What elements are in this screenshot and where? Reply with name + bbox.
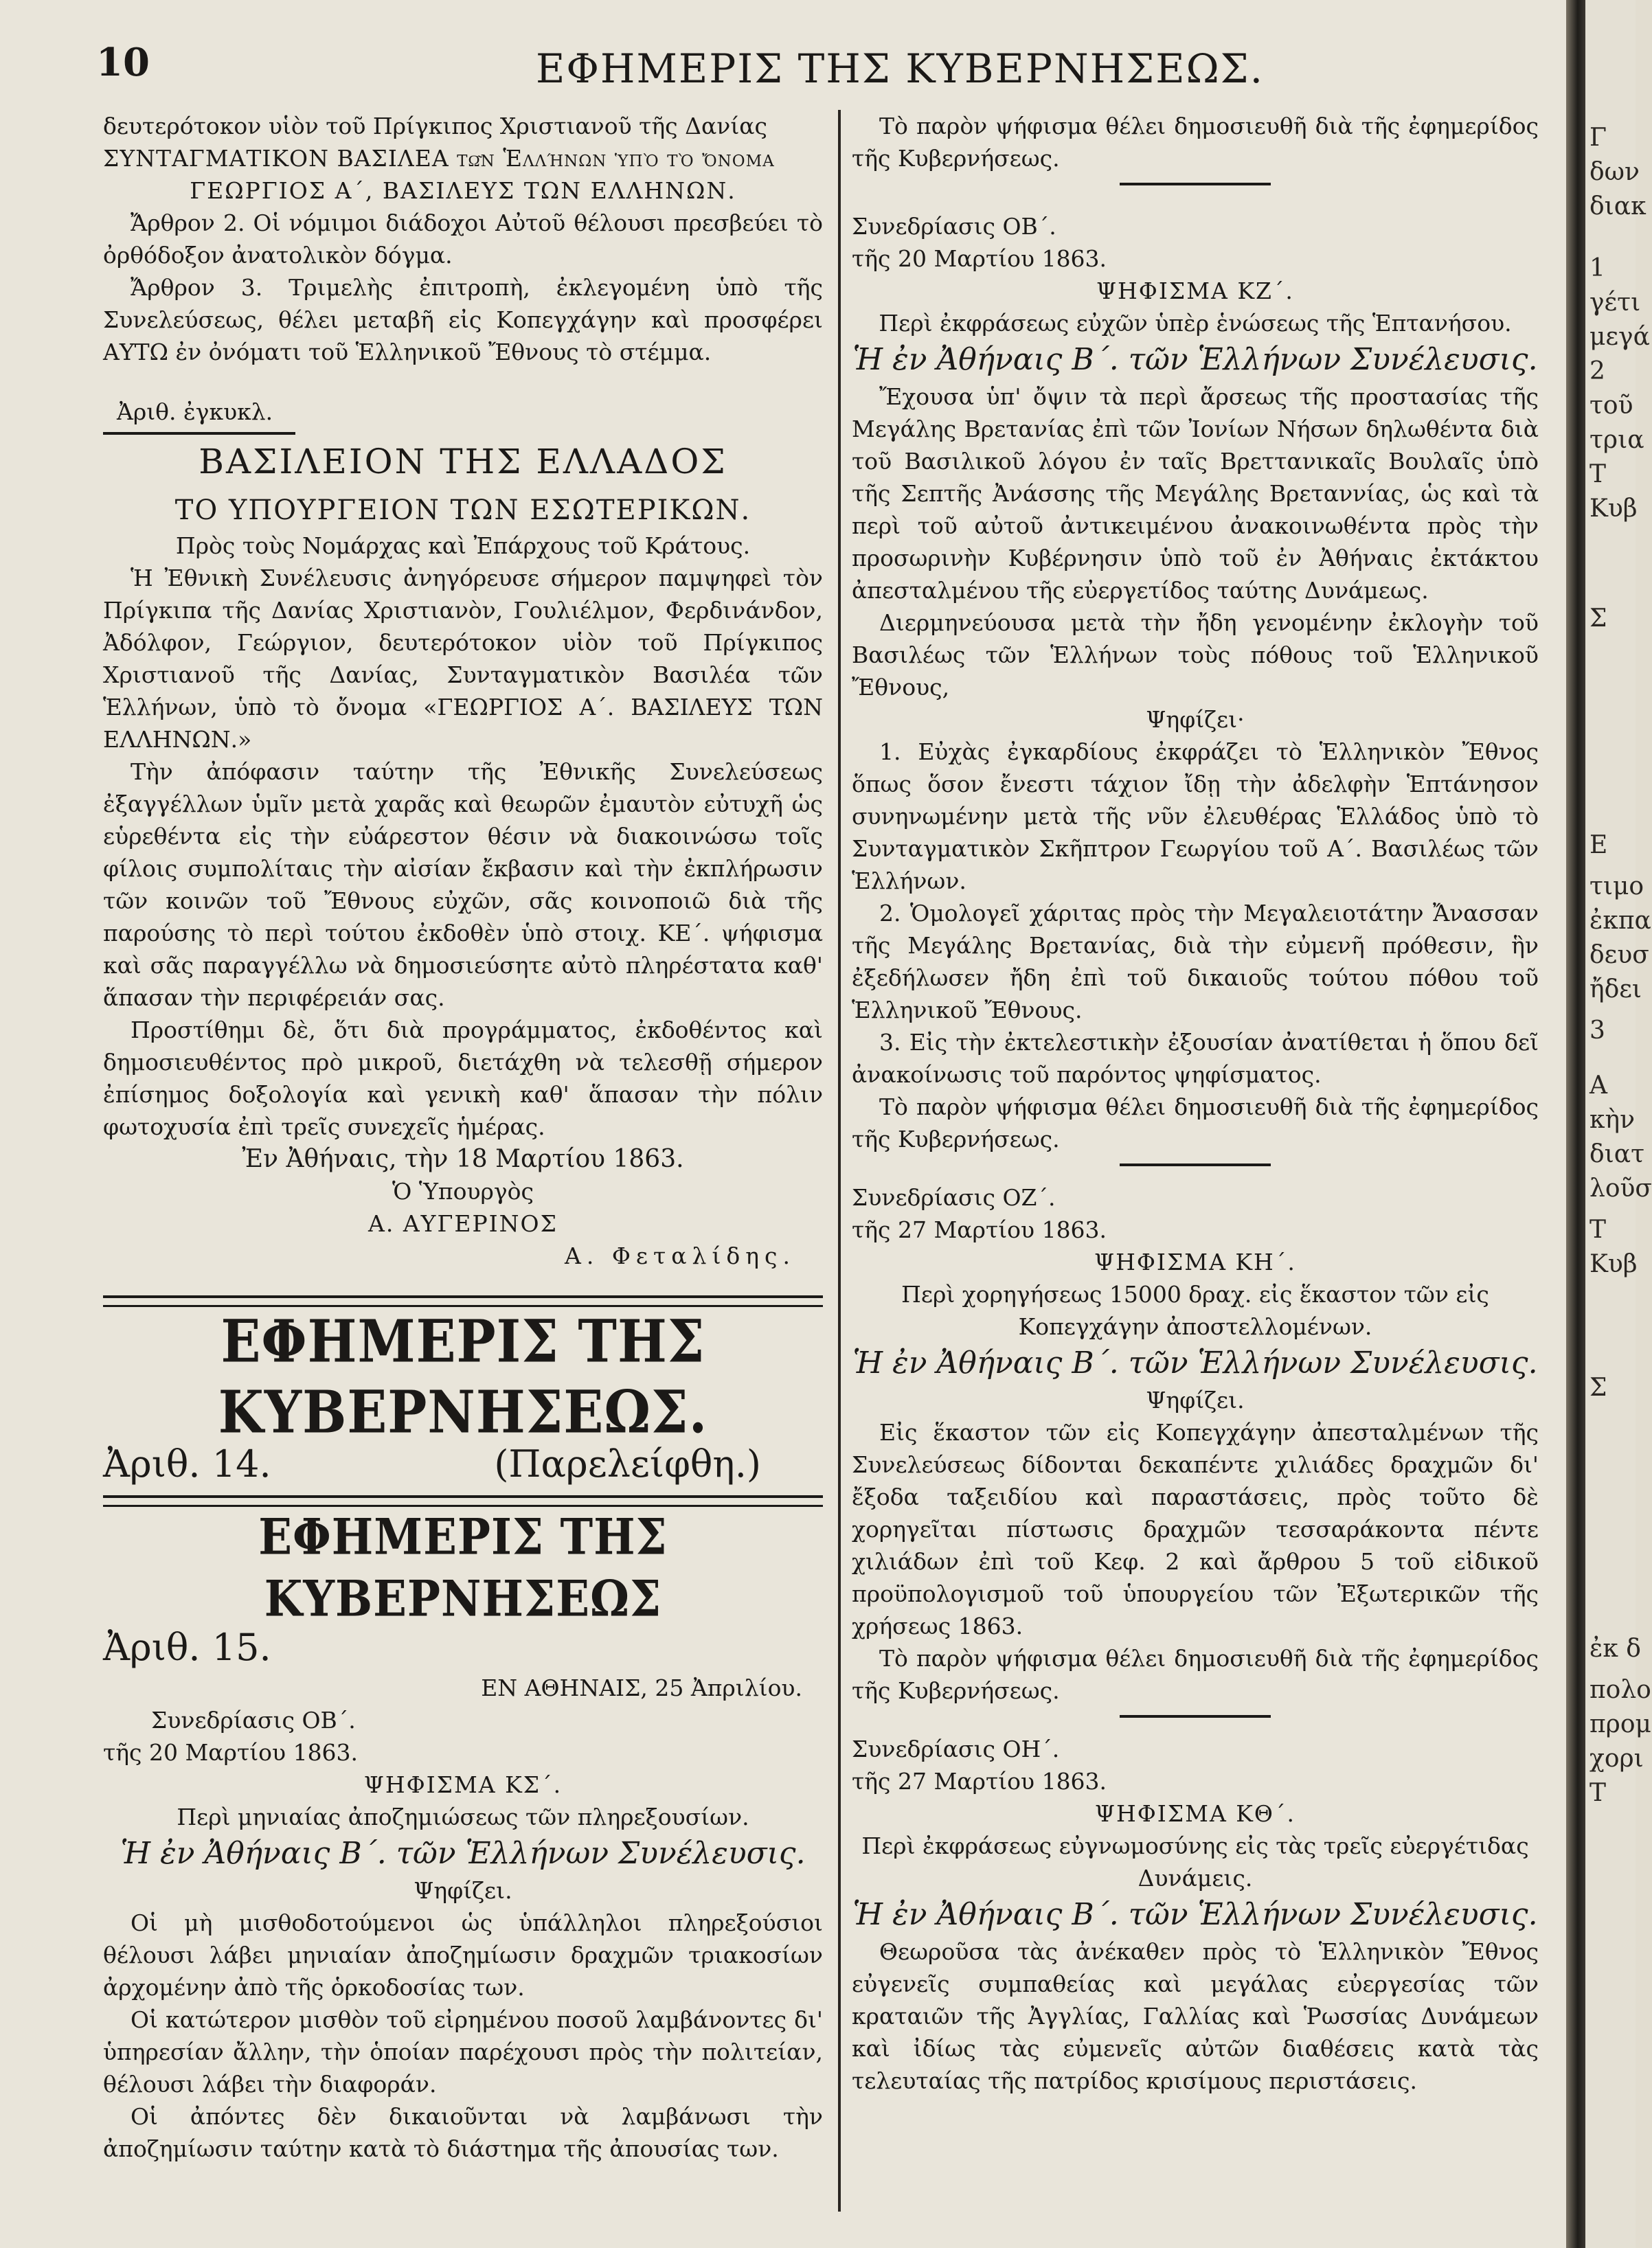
fragment: 1	[1589, 254, 1605, 282]
resolves-kh: Ψηφίζει.	[1146, 1387, 1245, 1413]
resolves-label: Ψηφίζει.	[414, 1877, 512, 1904]
session-ob: Συνεδρίασις ΟΒ΄.	[151, 1707, 356, 1734]
fragment: Α	[1589, 1071, 1607, 1100]
fragment: δων	[1589, 158, 1640, 186]
decree-ks-title: ΨΗΦΙΣΜΑ ΚΣ΄.	[363, 1771, 563, 1798]
ministry-title: ΤΟ ΥΠΟΥΡΓΕΙΟΝ ΤΩΝ ΕΣΩΤΕΡΙΚΩΝ.	[174, 495, 751, 526]
signature: Α. Φεταλίδης.	[565, 1242, 795, 1269]
fragment: τιμο	[1589, 872, 1644, 900]
fragment: προμ	[1589, 1710, 1651, 1738]
fragment: δευσ	[1589, 941, 1649, 969]
right-column	[852, 110, 1539, 2097]
kz-para-1: Ἔχουσα ὑπ' ὄψιν τὰ περὶ ἄρσεως τῆς προστασίας τῆς Μεγάλης Βρετανίας ἐπὶ τῶν Ἰονίων Νήσων δηλωθέντα διὰ τοῦ Βασιλικοῦ λόγου ἐν ταῖς Βρεττανικαῖς Βουλαῖς ὑπὸ τῆς Σεπτῆς Ἀνάσσης τῆς Μεγάλης Βρεταννίας, ὡς καὶ τὰ περὶ τοῦ αὐτοῦ ἀντικειμένου ἀνακοινωθέντα πρὸς τὴν προσωρινὴν Κυβέρνησιν ὑπὸ τοῦ ἐν Ἀθήναις ἐκτάκτου ἀπεσταλμένου τῆς εὐεργετίδος ταύτης Δυνάμεως.	[852, 383, 1539, 604]
short-rule-1	[1120, 183, 1271, 185]
book-binding	[1566, 0, 1585, 2248]
place-date: Ἐν Ἀθήναις, τὴν 18 Μαρτίου 1863.	[242, 1145, 684, 1173]
ko-para-1: Θεωροῦσα τὰς ἀνέκαθεν πρὸς τὸ Ἑλληνικὸν Ἔθνος εὐγενεῖς συμπαθείας καὶ μεγάλας εὐεργεσίας τῶν κραταιῶν τῆς Ἀγγλίας, Γαλλίας καὶ Ῥωσσίας Δυνάμεων καὶ ἰδίως τὰς εὐμενεῖς αὐτῶν διαθέσεις κατὰ τὰς τελευταίας τῆς πατρίδος κρισίμους περιστάσεις.	[852, 1938, 1539, 2094]
fragment: Τ	[1589, 460, 1607, 488]
fragment: ἤδει	[1589, 975, 1642, 1003]
article-2: Ἄρθρον 2. Οἱ νόμιμοι διάδοχοι Αὐτοῦ θέλουσι πρεσβεύει τὸ ὀρθόδοξον ἀνατολικὸν δόγμα.	[103, 209, 823, 269]
fragment: ἐκ δ	[1589, 1635, 1641, 1663]
issue-15-line	[103, 1624, 823, 1672]
kingdom-title: ΒΑΣΙΛΕΙΟΝ ΤΗΣ ΕΛΛΑΔΟΣ	[199, 442, 727, 481]
double-rule-2	[103, 1495, 823, 1507]
fragment: Τ	[1589, 1779, 1607, 1807]
session-3: Συνεδρίασις ΟΗ΄.	[852, 1736, 1060, 1762]
section-rule	[103, 432, 295, 435]
circular-para-2: Τὴν ἀπόφασιν ταύτην τῆς Ἐθνικῆς Συνελεύσεως ἐξαγγέλλων ὑμῖν μετὰ χαρᾶς καὶ θεωρῶν ἐμαυτὸν εὐτυχῆ ὡς εὑρεθέντα εἰς τὴν εὐάρεστον θέσιν νὰ διακοινώσω τοῖς φίλοις συμπολίταις τὴν αἰσίαν ἔκβασιν καὶ τὴν ἐκπλήρωσιν τῶν κοινῶν τοῦ Ἔθνους εὐχῶν, σᾶς κοινοποιῶ διὰ τῆς παρούσης τὸ περὶ τούτου ἐκδοθὲν ὑπὸ στοιχ. ΚΕ΄. ψήφισμα καὶ σᾶς παραγγέλλω νὰ δημοσιεύσητε αὐτὸ πληρέστατα καθ' ἅπασαν τὴν περιφέρειάν σας.	[103, 758, 823, 1011]
intro-line-2: ΣΥΝΤΑΓΜΑΤΙΚΟΝ ΒΑΣΙΛΕΑ τῶν Ἑλλήνων ὑπὸ τὸ ὄνομα	[103, 145, 775, 172]
kz-para-2: Διερμηνεύουσα μετὰ τὴν ἤδη γενομένην ἐκλογὴν τοῦ Βασιλέως τῶν Ἑλλήνων τοὺς πόθους τοῦ Ἑλληνικοῦ Ἔθνους,	[852, 609, 1539, 701]
fragment: Γ	[1589, 124, 1607, 152]
addressee: Πρὸς τοὺς Νομάρχας καὶ Ἐπάρχους τοῦ Κράτους.	[175, 532, 751, 559]
column-divider	[838, 110, 841, 2212]
fragment: 2	[1589, 357, 1605, 385]
decree-ks-para-3: Οἱ ἀπόντες δὲν δικαιοῦνται νὰ λαμβάνωσι τὴν ἀποζημίωσιν ταύτην κατὰ τὸ διάστημα τῆς ἀπουσίας των.	[103, 2103, 823, 2162]
fragment: διατ	[1589, 1140, 1645, 1168]
short-rule-3	[1120, 1715, 1271, 1718]
article-3: Ἄρθρον 3. Τριμελὴς ἐπιτροπὴ, ἐκλεγομένη ὑπὸ τῆς Συνελεύσεως, θέλει μεταβῆ εἰς Κοπεγχάγην καὶ προσφέρει ΑΥΤΩ ἐν ὀνόματι τοῦ Ἑλληνικοῦ Ἔθνους τὸ στέμμα.	[103, 274, 823, 365]
resolves-kz: Ψηφίζει·	[1146, 706, 1245, 733]
decree-ks-subject: Περὶ μηνιαίας ἀποζημιώσεως τῶν πληρεξουσίων.	[177, 1804, 749, 1830]
session-2: Συνεδρίασις ΟΖ΄.	[852, 1184, 1056, 1211]
fragment: λοῦσ	[1589, 1174, 1652, 1203]
fragment: Ε	[1589, 831, 1608, 859]
kh-publication: Τὸ παρὸν ψήφισμα θέλει δημοσιευθῆ διὰ τῆς ἐφημερίδος τῆς Κυβερνήσεως.	[852, 1645, 1539, 1704]
issue-dateline: ΕΝ ΑΘΗΝΑΙΣ, 25 Ἀπριλίου.	[481, 1674, 802, 1701]
assembly-heading: Ἡ ἐν Ἀθήναις Β΄. τῶν Ἑλλήνων Συνέλευσις.	[120, 1836, 806, 1871]
decree-ks-para-1: Οἱ μὴ μισθοδοτούμενοι ὡς ὑπάλληλοι πληρεξούσιοι θέλουσι λάβει μηνιαίαν ἀποζημίωσιν δραχμῶν τριακοσίων ἀρχομένην ἀπὸ τῆς ὁρκοδοσίας των.	[103, 1909, 823, 2001]
fragment: γέτι	[1589, 288, 1641, 317]
kz-item-2: 2. Ὁμολογεῖ χάριτας πρὸς τὴν Μεγαλειοτάτην Ἄνασσαν τῆς Μεγάλης Βρετανίας, διὰ τὴν εὐμενῆ πρόθεσιν, ἣν ἐξεδήλωσεν ἤδη ἐπὶ τοῦ δικαιοῦς τούτου πόθου τοῦ Ἑλληνικοῦ Ἔθνους.	[852, 900, 1539, 1023]
session-1: Συνεδρίασις ΟΒ΄.	[852, 213, 1056, 240]
assembly-heading-kh: Ἡ ἐν Ἀθήναις Β΄. τῶν Ἑλλήνων Συνέλευσις.	[852, 1346, 1538, 1381]
short-rule-2	[1120, 1163, 1271, 1166]
assembly-heading-ko: Ἡ ἐν Ἀθήναις Β΄. τῶν Ἑλλήνων Συνέλευσις.	[852, 1897, 1538, 1932]
page-number: 10	[96, 40, 150, 85]
intro-line-1: δευτερότοκον υἱὸν τοῦ Πρίγκιπος Χριστιανοῦ τῆς Δανίας	[103, 113, 768, 139]
minister-name: Α. ΑΥΓΕΡΙΝΟΣ	[368, 1210, 558, 1237]
circular-para-3: Προστίθημι δὲ, ὅτι διὰ προγράμματος, ἐκδοθέντος καὶ δημοσιευθέντος πρὸ μικροῦ, διετάχθη νὰ τελεσθῇ σήμερον ἐπίσημος δοξολογία καὶ γενικὴ καθ' ἅπασαν τὴν πόλιν φωτοχυσία ἐπὶ τρεῖς συνεχεῖς ἡμέρας.	[103, 1017, 823, 1140]
session-1-date: τῆς 20 Μαρτίου 1863.	[852, 245, 1107, 272]
fragment: διακ	[1589, 192, 1647, 220]
decree-ko-title: ΨΗΦΙΣΜΑ ΚΘ΄.	[1095, 1800, 1295, 1827]
circular-para-1: Ἡ Ἐθνικὴ Συνέλευσις ἀνηγόρευσε σήμερον παμψηφεὶ τὸν Πρίγκιπα τῆς Δανίας Χριστιανὸν, Γουλιέλμον, Φερδινάνδον, Ἀδόλφον, Γεώργιον, δευτερότοκον υἱὸν τοῦ Πρίγκιπος Χριστιανοῦ τῆς Δανίας, Συνταγματικὸν Βασιλέα τῶν Ἑλλήνων, ὑπὸ τὸ ὄνομα «ΓΕΩΡΓΙΟΣ Α΄. ΒΑΣΙΛΕΥΣ ΤΩΝ ΕΛΛΗΝΩΝ.»	[103, 565, 823, 753]
assembly-heading-kz: Ἡ ἐν Ἀθήναις Β΄. τῶν Ἑλλήνων Συνέλευσις.	[852, 342, 1538, 377]
decree-kh-title: ΨΗΦΙΣΜΑ ΚΗ΄.	[1094, 1249, 1296, 1275]
issue-15-number: Ἀριθ. 15.	[103, 1626, 271, 1669]
fragment: Σ	[1589, 604, 1607, 633]
fragment: Κυβ	[1589, 495, 1638, 523]
decree-kh-subject: Περὶ χορηγήσεως 15000 δραχ. εἰς ἕκαστον τῶν εἰς Κοπεγχάγην ἀποστελλομένων.	[901, 1281, 1489, 1340]
decree-ks-para-2: Οἱ κατώτερον μισθὸν τοῦ εἰρημένου ποσοῦ λαμβάνοντες δι' ὑπηρεσίαν ἄλλην, τὴν ὁποίαν παρέχουσι πρὸς τὴν πολιτείαν, θέλουσι λάβει τὴν διαφοράν.	[103, 2006, 823, 2098]
fragment: Σ	[1589, 1374, 1607, 1402]
session-3-date: τῆς 27 Μαρτίου 1863.	[852, 1768, 1107, 1795]
double-rule	[103, 1295, 823, 1307]
left-column	[103, 110, 823, 2165]
kz-publication: Τὸ παρὸν ψήφισμα θέλει δημοσιευθῆ διὰ τῆς ἐφημερίδος τῆς Κυβερνήσεως.	[852, 1093, 1539, 1153]
fragment: ἐκπα	[1589, 907, 1651, 935]
intro-line-3: ΓΕΩΡΓΙΟΣ Α΄, ΒΑΣΙΛΕΥΣ ΤΩΝ ΕΛΛΗΝΩΝ.	[190, 177, 736, 204]
fragment: πολο	[1589, 1676, 1651, 1704]
fragment: κὴν	[1589, 1106, 1635, 1134]
fragment: μεγά	[1589, 323, 1650, 351]
decree-ko-subject: Περὶ ἐκφράσεως εὐγνωμοσύνης εἰς τὰς τρεῖς εὐεργέτιδας Δυνάμεις.	[861, 1832, 1529, 1892]
running-head: ΕΦΗΜΕΡΙΣ ΤΗΣ ΚΥΒΕΡΝΗΣΕΩΣ.	[536, 45, 1265, 92]
publication-note: Τὸ παρὸν ψήφισμα θέλει δημοσιευθῆ διὰ τῆς ἐφημερίδος τῆς Κυβερνήσεως.	[852, 113, 1539, 172]
fragment: χορι	[1589, 1745, 1644, 1773]
omitted-note: (Παρελείφθη.)	[494, 1442, 761, 1486]
minister-title: Ὁ Ὑπουργὸς	[392, 1178, 534, 1205]
session-2-date: τῆς 27 Μαρτίου 1863.	[852, 1216, 1107, 1243]
kz-item-3: 3. Εἰς τὴν ἐκτελεστικὴν ἐξουσίαν ἀνατίθεται ἡ ὅπου δεῖ ἀνακοίνωσις τοῦ παρόντος ψηφίσματος.	[852, 1029, 1539, 1088]
circular-number: Ἀριθ. ἐγκυκλ.	[117, 398, 273, 425]
fragment: Τ	[1589, 1216, 1607, 1244]
session-ob-date: τῆς 20 Μαρτίου 1863.	[103, 1739, 359, 1766]
fragment: Κυβ	[1589, 1250, 1638, 1278]
issue-14-number: Ἀριθ. 14.	[103, 1442, 271, 1486]
masthead-issue-15: ΕΦΗΜΕΡΙΣ ΤΗΣ ΚΥΒΕΡΝΗΣΕΩΣ	[258, 1508, 668, 1628]
fragment: τοῦ	[1589, 391, 1633, 420]
fragment: 3	[1589, 1017, 1605, 1045]
kh-para-1: Εἰς ἕκαστον τῶν εἰς Κοπεγχάγην ἀπεσταλμένων τῆς Συνελεύσεως δίδονται δεκαπέντε χιλιάδες δραχμῶν δι' ἔξοδα ταξειδίου καὶ παραστάσεις, πρὸς τοῦτο δὲ χορηγεῖται πίστωσις δραχμῶν τεσσαράκοντα πέντε χιλιάδων ἐπὶ τοῦ Κεφ. 2 καὶ ἄρθρου 5 τοῦ εἰδικοῦ προϋπολογισμοῦ τοῦ ὑπουργείου τῶν Ἐξωτερικῶν τῆς χρήσεως 1863.	[852, 1419, 1539, 1639]
decree-kz-title: ΨΗΦΙΣΜΑ ΚΖ΄.	[1096, 277, 1294, 304]
adjacent-page-edge	[1585, 0, 1652, 2248]
masthead-issue-14: ΕΦΗΜΕΡΙΣ ΤΗΣ ΚΥΒΕΡΝΗΣΕΩΣ.	[218, 1307, 708, 1446]
fragment: τρια	[1589, 426, 1644, 454]
decree-kz-subject: Περὶ ἐκφράσεως εὐχῶν ὑπὲρ ἑνώσεως τῆς Ἑπτανήσου.	[879, 310, 1512, 337]
kz-item-1: 1. Εὐχὰς ἐγκαρδίους ἐκφράζει τὸ Ἑλληνικὸν Ἔθνος ὅπως ὅσον ἔνεστι τάχιον ἴδῃ τὴν ἀδελφὴν Ἑπτάνησον συνηνωμένην μετὰ τῆς νῦν ἐλευθέρας Ἑλλάδος ὑπὸ τὸ Συνταγματικὸν Σκῆπτρον Γεωργίου τοῦ Α΄. Βασιλέως τῶν Ἑλλήνων.	[852, 738, 1539, 894]
